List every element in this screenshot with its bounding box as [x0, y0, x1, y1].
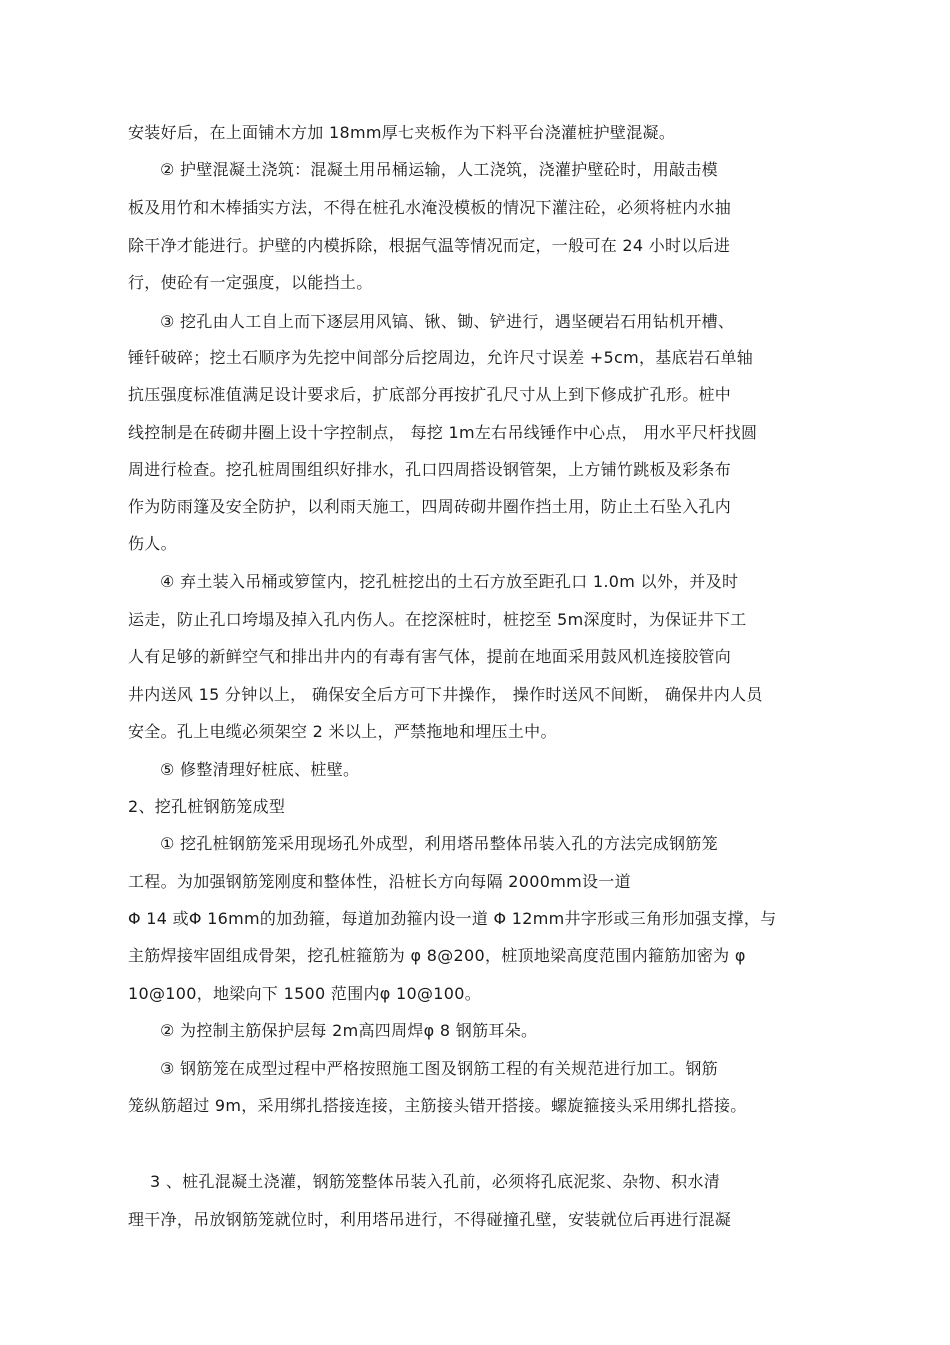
text-line: ② 护壁混凝土浇筑：混凝土用吊桶运输，人工浇筑，浇灌护壁砼时，用敲击模 — [160, 160, 718, 179]
text-line: 安装好后，在上面铺木方加 18mm厚七夹板作为下料平台浇灌桩护壁混凝。 — [128, 123, 676, 142]
text-line: ① 挖孔桩钢筋笼采用现场孔外成型，利用塔吊整体吊装入孔的方法完成钢筋笼 — [160, 834, 718, 853]
text-line: 主筋焊接牢固组成骨架，挖孔桩箍筋为 φ 8@200，桩顶地梁高度范围内箍筋加密为 φ — [128, 946, 746, 965]
text-line: 理干净，吊放钢筋笼就位时，利用塔吊进行，不得碰撞孔壁，安装就位后再进行混凝 — [128, 1210, 732, 1229]
text-line: 笼纵筋超过 9m，采用绑扎搭接连接，主筋接头错开搭接。螺旋箍接头采用绑扎搭接。 — [128, 1096, 747, 1115]
text-line: 伤人。 — [128, 534, 177, 553]
text-line: ② 为控制主筋保护层每 2m高四周焊φ 8 钢筋耳朵。 — [160, 1021, 538, 1040]
text-line: 作为防雨篷及安全防护，以利雨天施工，四周砖砌井圈作挡土用，防止土石坠入孔内 — [128, 497, 732, 516]
text-line: 工程。为加强钢筋笼刚度和整体性，沿桩长方向每隔 2000mm设一道 — [128, 872, 631, 891]
text-line: 运走，防止孔口垮塌及掉入孔内伤人。在挖深桩时，桩挖至 5m深度时，为保证井下工 — [128, 610, 747, 629]
text-line: Φ 14 或Φ 16mm的加劲箍，每道加劲箍内设一道 Φ 12mm井字形或三角形加强支撑，与 — [128, 909, 777, 928]
text-line: 线控制是在砖砌井圈上设十字控制点， 每挖 1m左右吊线锤作中心点， 用水平尺杆找圆 — [128, 423, 758, 442]
text-line: ⑤ 修整清理好桩底、桩壁。 — [160, 760, 360, 779]
text-line: 抗压强度标准值满足设计要求后，扩底部分再按扩孔尺寸从上到下修成扩孔形。桩中 — [128, 385, 732, 404]
text-line: 人有足够的新鲜空气和排出井内的有毒有害气体，提前在地面采用鼓风机连接胶管向 — [128, 647, 732, 666]
text-line: 锤钎破碎；挖土石顺序为先挖中间部分后挖周边，允许尺寸误差 +5cm，基底岩石单轴 — [128, 348, 754, 367]
text-line: 安全。孔上电缆必须架空 2 米以上，严禁拖地和埋压土中。 — [128, 722, 557, 741]
text-line: 除干净才能进行。护壁的内模拆除，根据气温等情况而定，一般可在 24 小时以后进 — [128, 236, 731, 255]
text-line: 行，使砼有一定强度，以能挡土。 — [128, 273, 373, 292]
text-line: 井内送风 15 分钟以上， 确保安全后方可下井操作， 操作时送风不间断， 确保井内人员 — [128, 685, 763, 704]
text-line: 10@100，地梁向下 1500 范围内φ 10@100。 — [128, 984, 482, 1003]
section-heading: 2、挖孔桩钢筋笼成型 — [128, 797, 286, 816]
text-line: 板及用竹和木棒插实方法，不得在桩孔水淹没模板的情况下灌注砼，必须将桩内水抽 — [128, 198, 732, 217]
text-line: ④ 弃土装入吊桶或箩筐内，挖孔桩挖出的土石方放至距孔口 1.0m 以外，并及时 — [160, 572, 739, 591]
text-line: ③ 挖孔由人工自上而下逐层用风镐、锹、锄、铲进行，遇坚硬岩石用钻机开槽、 — [160, 312, 735, 331]
section-heading: 3 、桩孔混凝土浇灌，钢筋笼整体吊装入孔前，必须将孔底泥浆、杂物、积水清 — [150, 1172, 721, 1191]
text-line: ③ 钢筋笼在成型过程中严格按照施工图及钢筋工程的有关规范进行加工。钢筋 — [160, 1059, 718, 1078]
text-line: 周进行检查。挖孔桩周围组织好排水，孔口四周搭设钢管架，上方铺竹跳板及彩条布 — [128, 460, 732, 479]
